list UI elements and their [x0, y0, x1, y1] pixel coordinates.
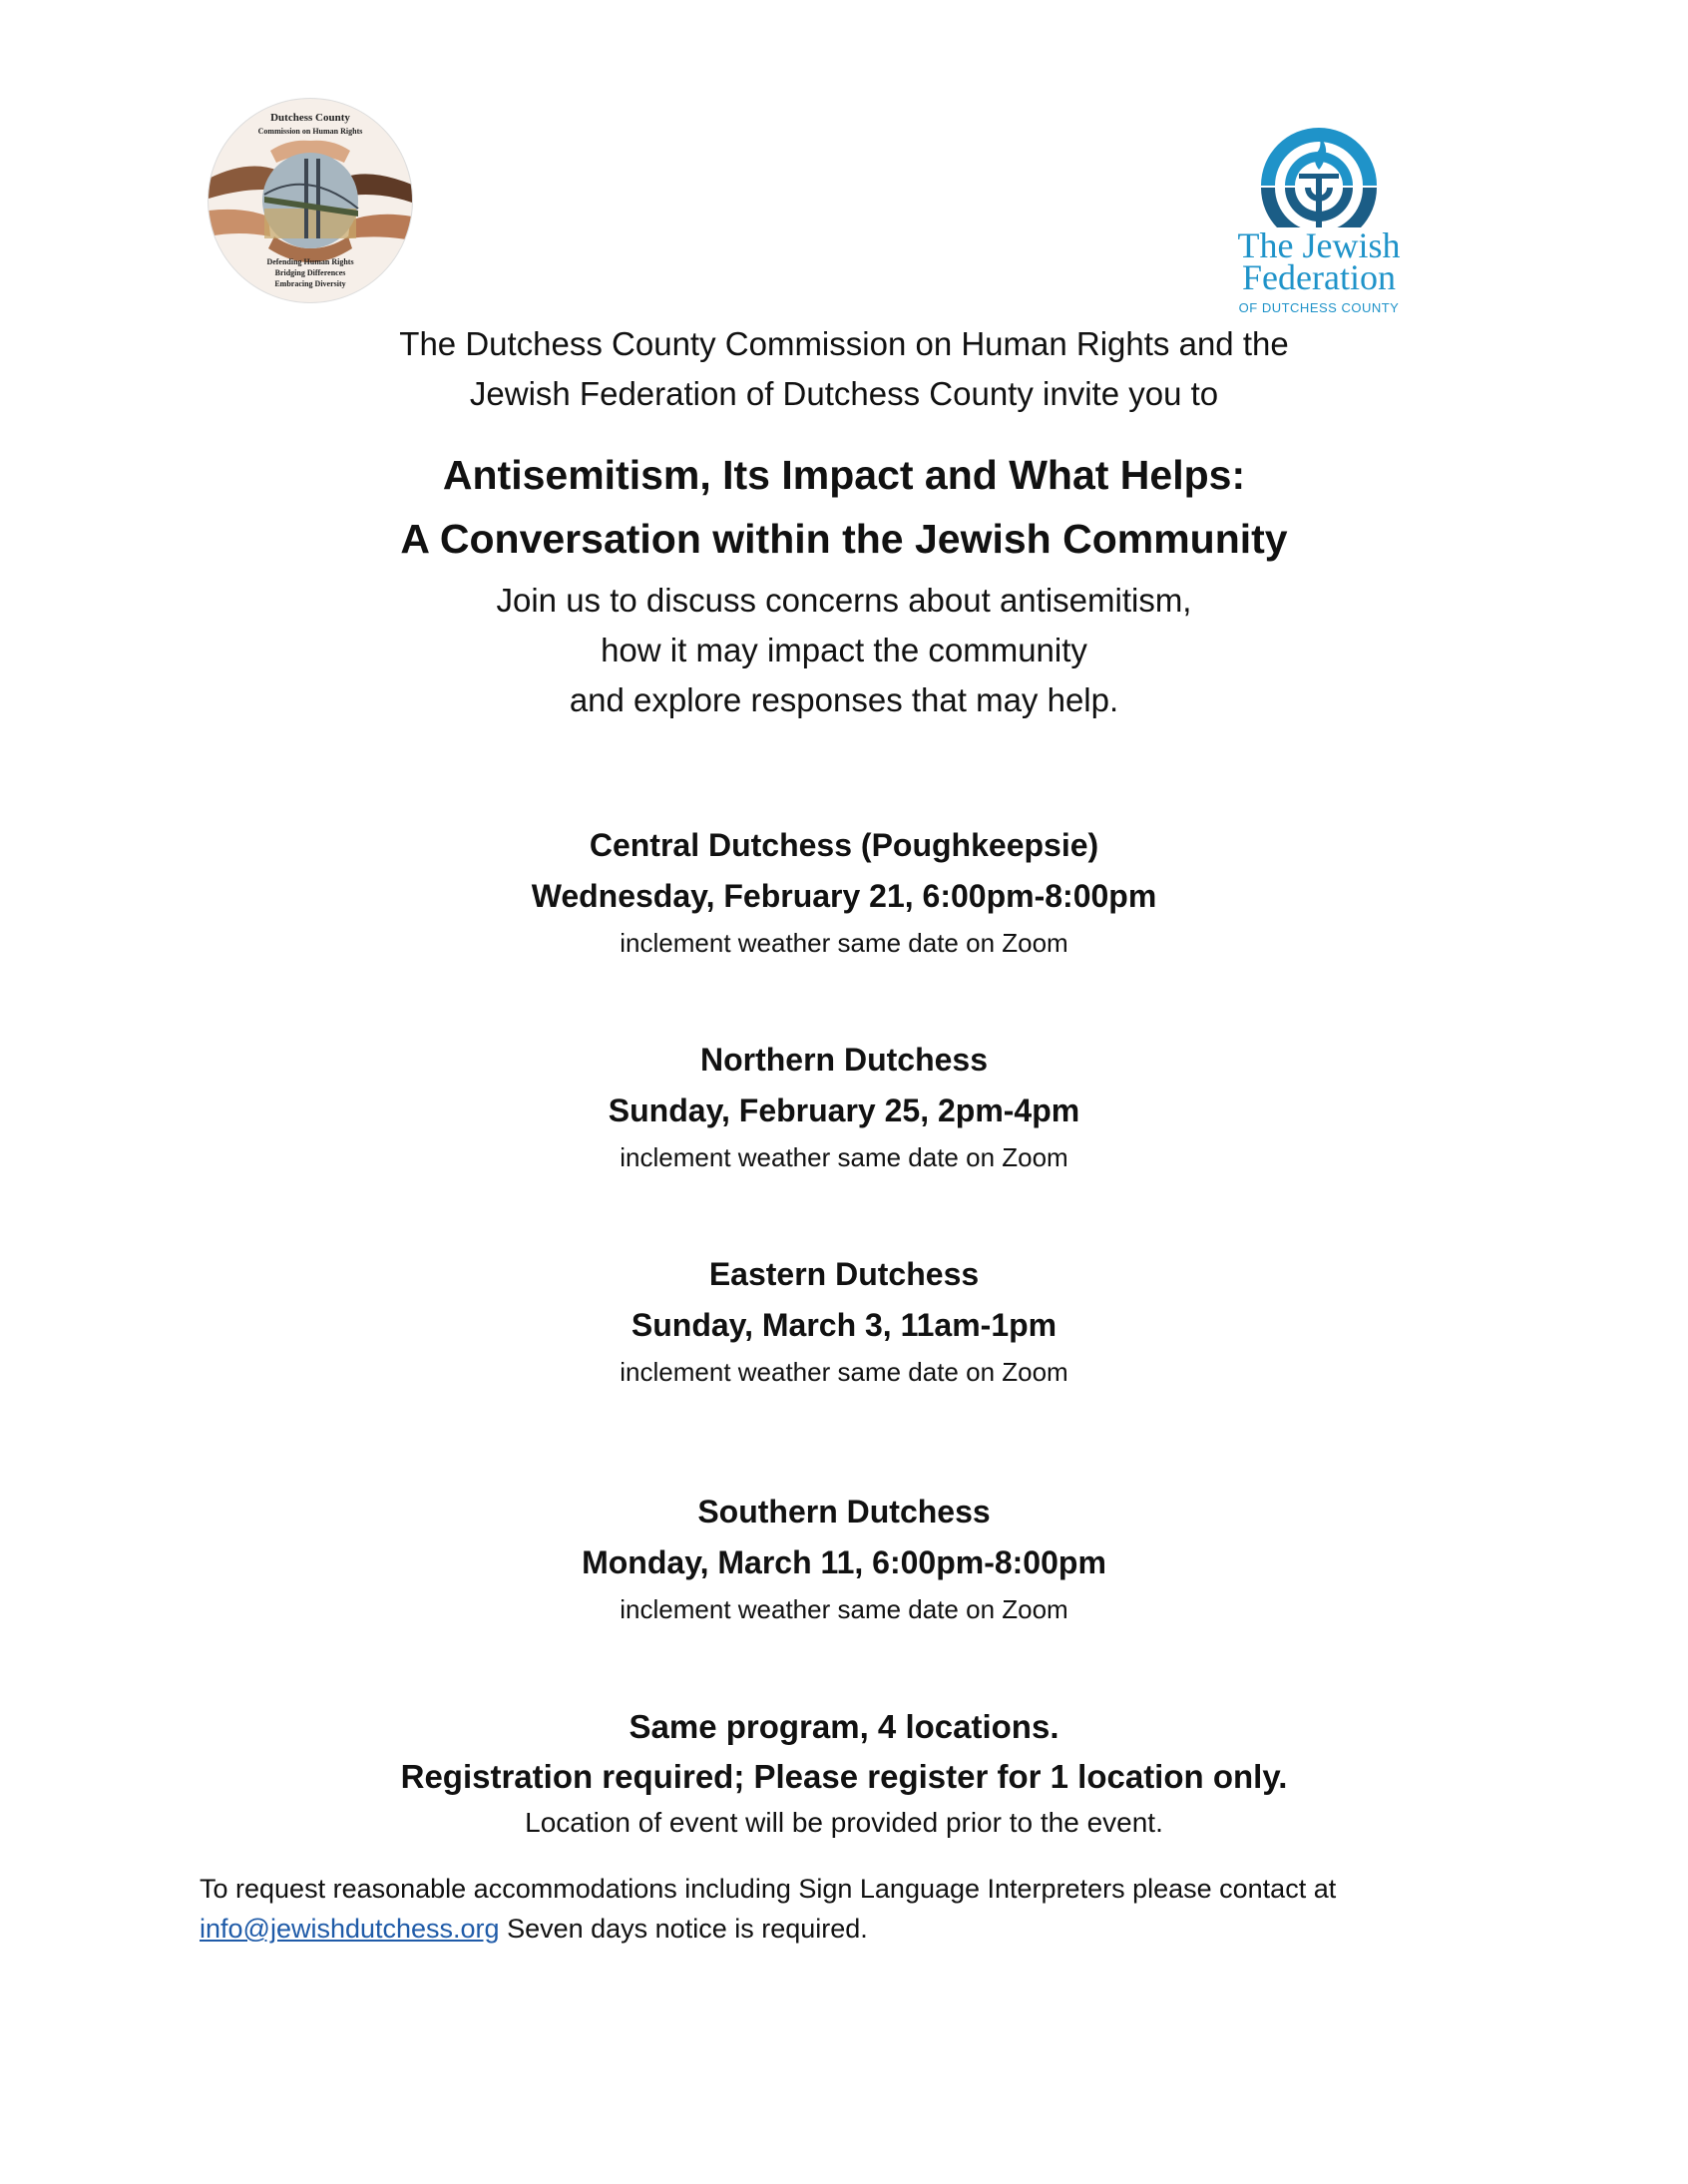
event-weather-note: inclement weather same date on Zoom — [620, 1142, 1068, 1172]
event-datetime: Monday, March 11, 6:00pm-8:00pm — [582, 1544, 1106, 1580]
menorah-icon — [1219, 118, 1419, 227]
event-title-line-2: A Conversation within the Jewish Community — [400, 516, 1288, 562]
jewish-federation-logo — [1219, 118, 1419, 322]
logo-bottom-line1: Defending Human Rights — [266, 257, 354, 266]
event-location: Central Dutchess (Poughkeepsie) — [589, 827, 1099, 863]
logo-bottom-line2: Bridging Differences — [274, 268, 346, 277]
accommodations-text: To request reasonable accommodations including Sign Language Interpreters please contact at — [200, 1874, 1337, 1904]
logo-title-line3: OF DUTCHESS COUNTY — [1238, 300, 1400, 315]
notice-text: Seven days notice is required. — [499, 1914, 868, 1944]
event-datetime: Wednesday, February 21, 6:00pm-8:00pm — [531, 878, 1157, 914]
logo-top-line2: Commission on Human Rights — [257, 127, 363, 136]
logo-title-line2: Federation — [1242, 257, 1396, 297]
logo-title-line1: The Jewish — [1237, 225, 1401, 265]
logo-bottom-line3: Embracing Diversity — [274, 279, 346, 288]
event-location: Northern Dutchess — [699, 1042, 989, 1078]
event-weather-note: inclement weather same date on Zoom — [620, 1357, 1068, 1387]
footer-location-note: Location of event will be provided prior to the event. — [525, 1807, 1163, 1838]
event-title-line-1: Antisemitism, Its Impact and What Helps: — [442, 452, 1246, 498]
intro-line-1: The Dutchess County Commission on Human Rights and the — [399, 325, 1289, 362]
accommodations-line-2 — [200, 1916, 868, 1943]
contact-email-link[interactable]: info@jewishdutchess.org — [200, 1914, 500, 1944]
footer-registration-note: Registration required; Please register for 1 location only. — [400, 1758, 1288, 1795]
description-line-2: how it may impact the community — [601, 632, 1087, 668]
event-weather-note: inclement weather same date on Zoom — [620, 1594, 1068, 1624]
description-line-1: Join us to discuss concerns about antisemitism, — [496, 582, 1192, 619]
commission-logo — [208, 98, 413, 303]
event-location: Southern Dutchess — [697, 1494, 991, 1529]
event-weather-note: inclement weather same date on Zoom — [620, 928, 1068, 958]
footer-program-note: Same program, 4 locations. — [629, 1708, 1059, 1745]
logo-top-line1: Dutchess County — [270, 112, 350, 124]
event-datetime: Sunday, March 3, 11am-1pm — [631, 1307, 1057, 1343]
intro-line-2: Jewish Federation of Dutchess County invite you to — [469, 375, 1219, 412]
event-datetime: Sunday, February 25, 2pm-4pm — [608, 1092, 1080, 1128]
event-location: Eastern Dutchess — [708, 1256, 980, 1292]
description-line-3: and explore responses that may help. — [569, 681, 1119, 718]
